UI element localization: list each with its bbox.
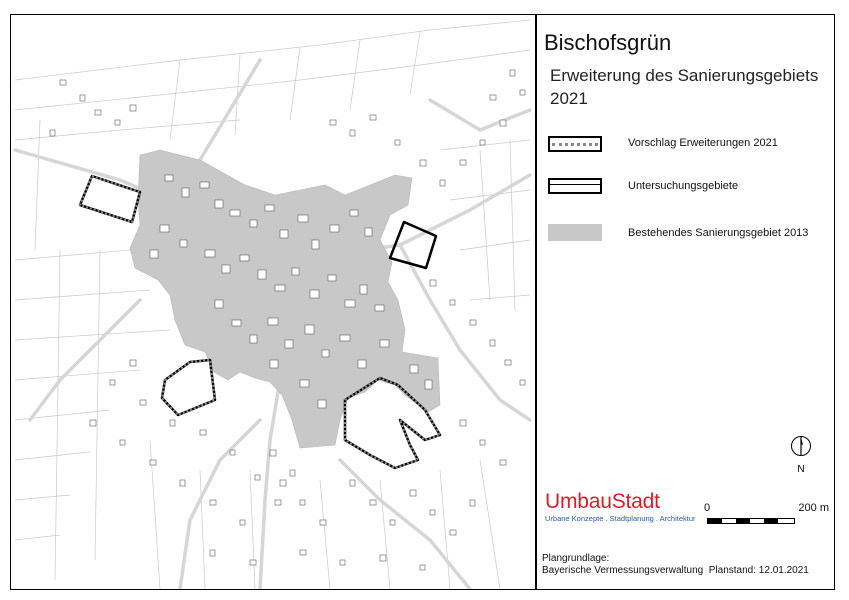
brand-tagline: Urbane Konzepte . Stadtplanung . Architektur (545, 514, 696, 523)
plan-basis-date: Planstand: 12.01.2021 (708, 565, 809, 576)
legend-swatch-proposal (548, 136, 602, 152)
subtitle-line-1: Erweiterung des Sanierungsgebiets (550, 66, 819, 85)
legend-swatch-existing (548, 224, 602, 241)
legend-label-existing: Bestehendes Sanierungsgebiet 2013 (628, 227, 809, 239)
map-canvas[interactable] (11, 15, 535, 589)
plan-basis-source: Bayerische Vermessungsverwaltung (542, 565, 704, 576)
north-label: N (797, 464, 805, 475)
panel-divider (535, 14, 537, 590)
scale-end-label: 200 m (798, 502, 829, 514)
legend-swatch-investigation (548, 178, 602, 194)
north-arrow-icon (790, 435, 812, 479)
plan-basis (542, 553, 809, 577)
legend-label-investigation: Untersuchungsgebiete (628, 180, 739, 192)
legend-label-proposal: Vorschlag Erweiterungen 2021 (628, 137, 778, 149)
subtitle-line-2: 2021 (550, 89, 588, 108)
map-title: Bischofsgrün (544, 30, 672, 55)
scale-bar (704, 502, 829, 532)
scale-start-label: 0 (704, 502, 711, 514)
scale-bar-graphic (707, 518, 795, 524)
map-subtitle (550, 64, 830, 110)
plan-basis-source-line (542, 565, 809, 577)
brand-logo: UmbauStadt (545, 490, 660, 513)
plan-basis-label: Plangrundlage: (542, 553, 610, 564)
